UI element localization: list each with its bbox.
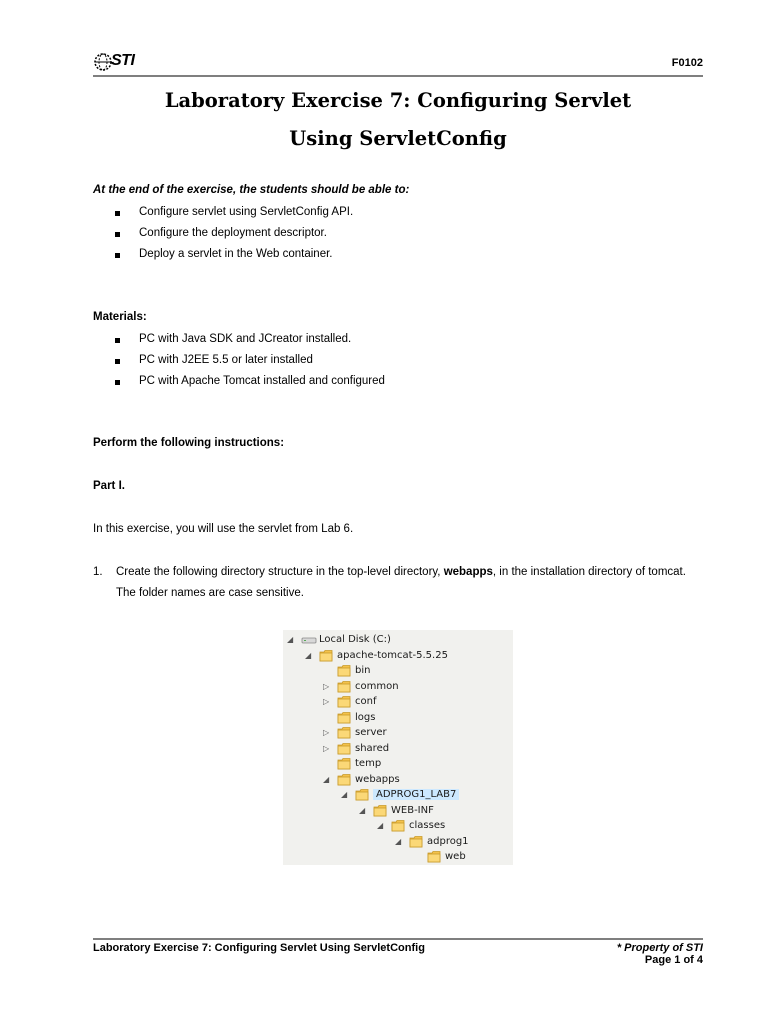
- logo-text: STI: [111, 52, 135, 69]
- bullet-icon: [115, 211, 120, 216]
- collapse-arrow-icon[interactable]: ◢: [305, 650, 312, 660]
- page-title-line-2: Using ServletConfig: [289, 127, 507, 150]
- bullet-icon: [115, 359, 120, 364]
- materials-heading: Materials:: [93, 311, 147, 323]
- bullet-icon: [115, 338, 120, 343]
- objectives-intro: At the end of the exercise, the students should be able to:: [93, 184, 410, 196]
- bullet-icon: [115, 253, 120, 258]
- tree-node[interactable]: [283, 664, 513, 679]
- collapse-arrow-icon[interactable]: ◢: [395, 836, 402, 846]
- tree-node[interactable]: [283, 757, 513, 772]
- expand-arrow-icon[interactable]: ▷: [323, 697, 330, 706]
- step-bold-term: webapps: [443, 566, 493, 578]
- folder-icon: [355, 788, 369, 801]
- part-heading: Part I.: [93, 480, 125, 492]
- directory-tree-screenshot: [283, 630, 513, 865]
- page-header: [93, 50, 703, 76]
- tree-node[interactable]: [283, 726, 513, 741]
- tree-node[interactable]: [283, 633, 513, 648]
- collapse-arrow-icon[interactable]: ◢: [359, 805, 366, 815]
- step-number: 1.: [93, 566, 103, 578]
- tree-node-label: temp: [355, 758, 382, 769]
- folder-icon: [337, 680, 351, 693]
- tree-node-label: Local Disk (C:): [319, 634, 391, 645]
- footer-property: * Property of STI: [616, 942, 703, 954]
- tree-node[interactable]: [283, 773, 513, 788]
- tree-node[interactable]: [283, 695, 513, 710]
- tree-node-label: bin: [355, 665, 371, 676]
- step-text: Create the following directory structure in the top-level directory, webapps, in the installation directory of tomcat. The folder names are case sensitive.: [116, 566, 686, 599]
- folder-icon: [337, 757, 351, 770]
- tree-node-label: logs: [355, 711, 376, 723]
- folder-icon: [409, 835, 423, 848]
- instructions-heading: Perform the following instructions:: [93, 437, 285, 449]
- folder-icon: [373, 804, 387, 817]
- folder-icon: [337, 664, 351, 677]
- tree-node[interactable]: [283, 649, 513, 664]
- tree-node-label: apache-tomcat-5.5.25: [337, 649, 448, 661]
- intro-paragraph: In this exercise, you will use the servlet from Lab 6.: [93, 523, 354, 535]
- tree-node-label: ADPROG1_LAB7: [373, 789, 459, 800]
- tree-node[interactable]: [283, 680, 513, 695]
- tree-node-label: webapps: [355, 773, 400, 785]
- tree-node[interactable]: [283, 711, 513, 726]
- tree-node-label: server: [355, 727, 387, 738]
- tree-node[interactable]: [283, 835, 513, 850]
- collapse-arrow-icon[interactable]: ◢: [377, 821, 384, 830]
- footer-page-number: Page 1 of 4: [644, 954, 703, 966]
- folder-icon: [337, 773, 351, 786]
- collapse-arrow-icon[interactable]: ◢: [287, 635, 294, 644]
- folder-icon: [337, 742, 351, 755]
- bullet-icon: [115, 380, 120, 385]
- sti-logo: [93, 50, 153, 76]
- expand-arrow-icon[interactable]: ▷: [323, 728, 330, 737]
- tree-node-label: classes: [409, 820, 446, 831]
- tree-node[interactable]: [283, 742, 513, 757]
- expand-arrow-icon[interactable]: ▷: [323, 743, 330, 753]
- footer-title: Laboratory Exercise 7: Configuring Servlet Using ServletConfig: [93, 942, 425, 954]
- folder-icon: [391, 819, 405, 832]
- footer-divider: [93, 938, 703, 940]
- drive-icon: [301, 633, 315, 646]
- collapse-arrow-icon[interactable]: ◢: [323, 774, 330, 784]
- tree-node-label: adprog1: [427, 835, 469, 847]
- tree-node-label: conf: [355, 696, 377, 707]
- tree-node[interactable]: [283, 804, 513, 819]
- tree-node-label: common: [355, 680, 399, 692]
- bullet-icon: [115, 232, 120, 237]
- tree-node[interactable]: [283, 819, 513, 834]
- folder-icon: [319, 649, 333, 662]
- tree-node-label: WEB-INF: [391, 804, 434, 816]
- folder-icon: [337, 695, 351, 708]
- folder-icon: [337, 726, 351, 739]
- document-code: F0102: [671, 57, 703, 69]
- folder-icon: [427, 850, 441, 863]
- footer-right: [617, 942, 703, 966]
- folder-icon: [337, 711, 351, 724]
- header-divider: [93, 75, 703, 77]
- expand-arrow-icon[interactable]: ▷: [323, 681, 330, 691]
- tree-node-label: shared: [355, 742, 390, 754]
- page-title-line-1: Laboratory Exercise 7: Configuring Servlet: [164, 89, 632, 112]
- tree-node-label: web: [445, 851, 466, 862]
- tree-node[interactable]: [283, 850, 513, 865]
- tree-node[interactable]: [283, 788, 513, 803]
- globe-icon: [93, 52, 113, 72]
- collapse-arrow-icon[interactable]: ◢: [341, 790, 348, 799]
